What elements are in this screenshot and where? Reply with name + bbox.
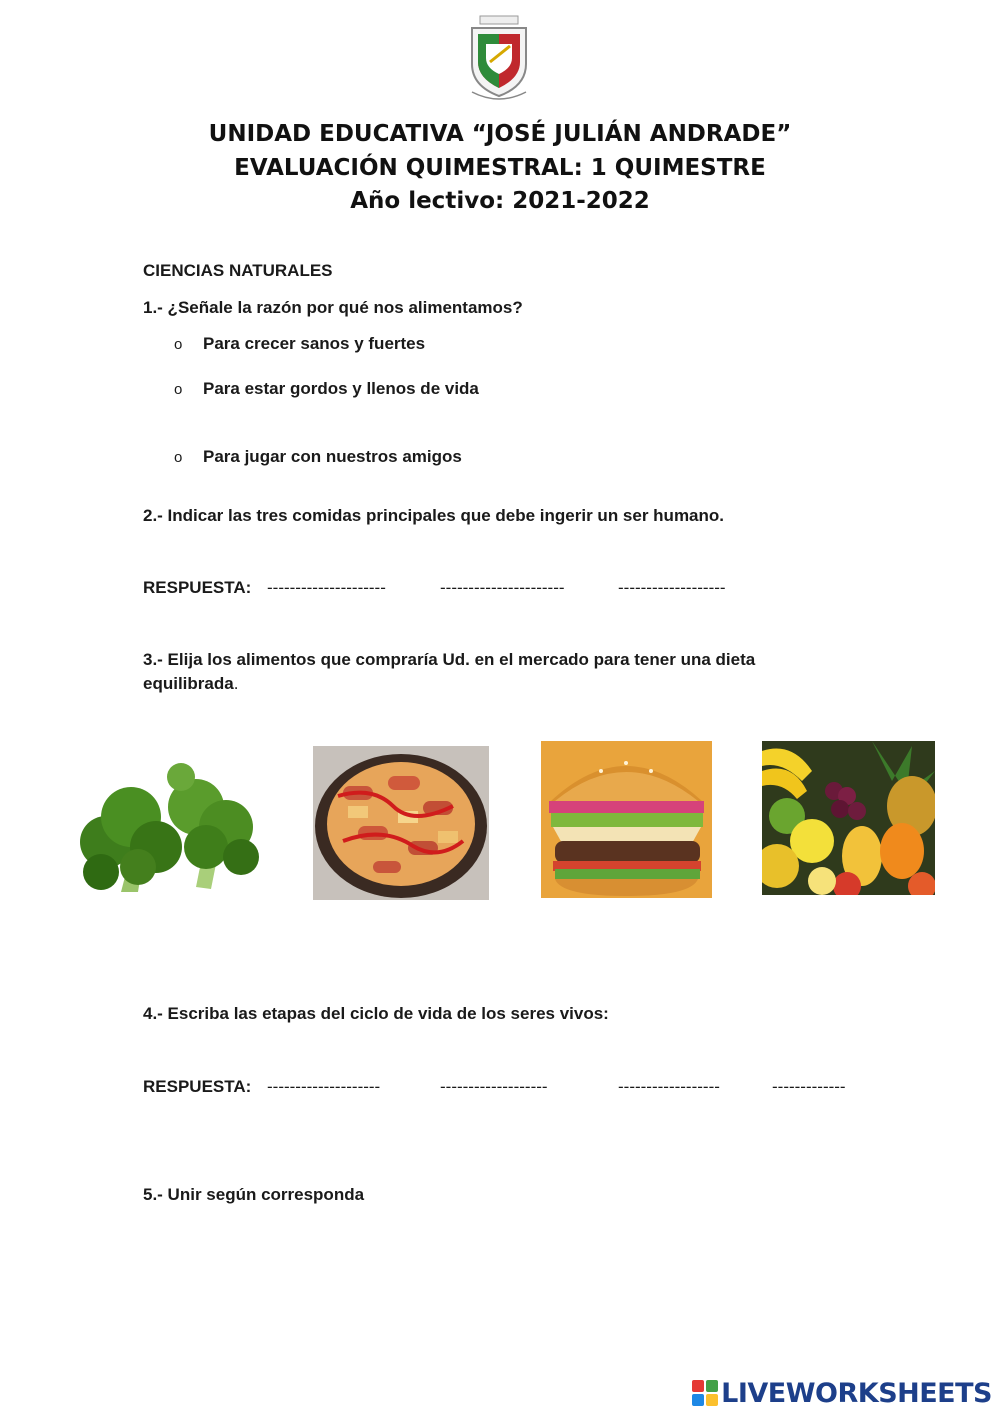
school-crest-logo <box>466 14 532 100</box>
school-name: UNIDAD EDUCATIVA “JOSÉ JULIÁN ANDRADE” <box>208 121 792 147</box>
q2-answer-blank-3[interactable]: ------------------- <box>618 578 726 597</box>
fruits-image[interactable] <box>762 741 935 895</box>
q2-answer-blank-2[interactable]: ---------------------- <box>440 578 565 597</box>
radio-circle-icon: o <box>174 449 183 466</box>
q4-answer-blank-2[interactable]: ------------------- <box>440 1077 548 1096</box>
question-2: 2.- Indicar las tres comidas principales que debe ingerir un ser humano. <box>143 506 725 525</box>
q4-answer-blank-1[interactable]: -------------------- <box>267 1077 381 1096</box>
q4-answer-blank-3[interactable]: ------------------ <box>618 1077 720 1096</box>
question-1: 1.- ¿Señale la razón por qué nos alimentamos? <box>143 298 523 317</box>
liveworksheets-logo <box>692 1378 992 1408</box>
question-3-line-1: 3.- Elija los alimentos que compraría Ud. en el mercado para tener una dieta <box>143 650 756 669</box>
q2-answer-blank-1[interactable]: --------------------- <box>267 578 386 597</box>
hamburger-image[interactable] <box>541 741 712 898</box>
q1-option-2[interactable]: o Para estar gordos y llenos de vida <box>174 379 479 398</box>
liveworksheets-text: LIVEWORKSHEETS <box>721 1377 992 1409</box>
liveworksheets-icon <box>692 1380 718 1406</box>
salchipapas-image[interactable] <box>313 746 489 900</box>
radio-circle-icon: o <box>174 381 183 398</box>
question-4: 4.- Escriba las etapas del ciclo de vida de los seres vivos: <box>143 1004 609 1023</box>
q4-answer-label: RESPUESTA: <box>143 1077 252 1096</box>
broccoli-image[interactable] <box>76 747 262 897</box>
school-year: Año lectivo: 2021-2022 <box>350 188 650 214</box>
question-5: 5.- Unir según corresponda <box>143 1185 365 1204</box>
subject-title: CIENCIAS NATURALES <box>143 261 333 280</box>
q2-answer-label: RESPUESTA: <box>143 578 252 597</box>
q1-option-3[interactable]: o Para jugar con nuestros amigos <box>174 447 462 466</box>
q4-answer-blank-4[interactable]: ------------- <box>772 1077 846 1096</box>
question-3-line-2: equilibrada. <box>143 674 239 693</box>
exam-title: EVALUACIÓN QUIMESTRAL: 1 QUIMESTRE <box>234 155 766 181</box>
q1-option-1[interactable]: o Para crecer sanos y fuertes <box>174 334 426 353</box>
radio-circle-icon: o <box>174 336 183 353</box>
